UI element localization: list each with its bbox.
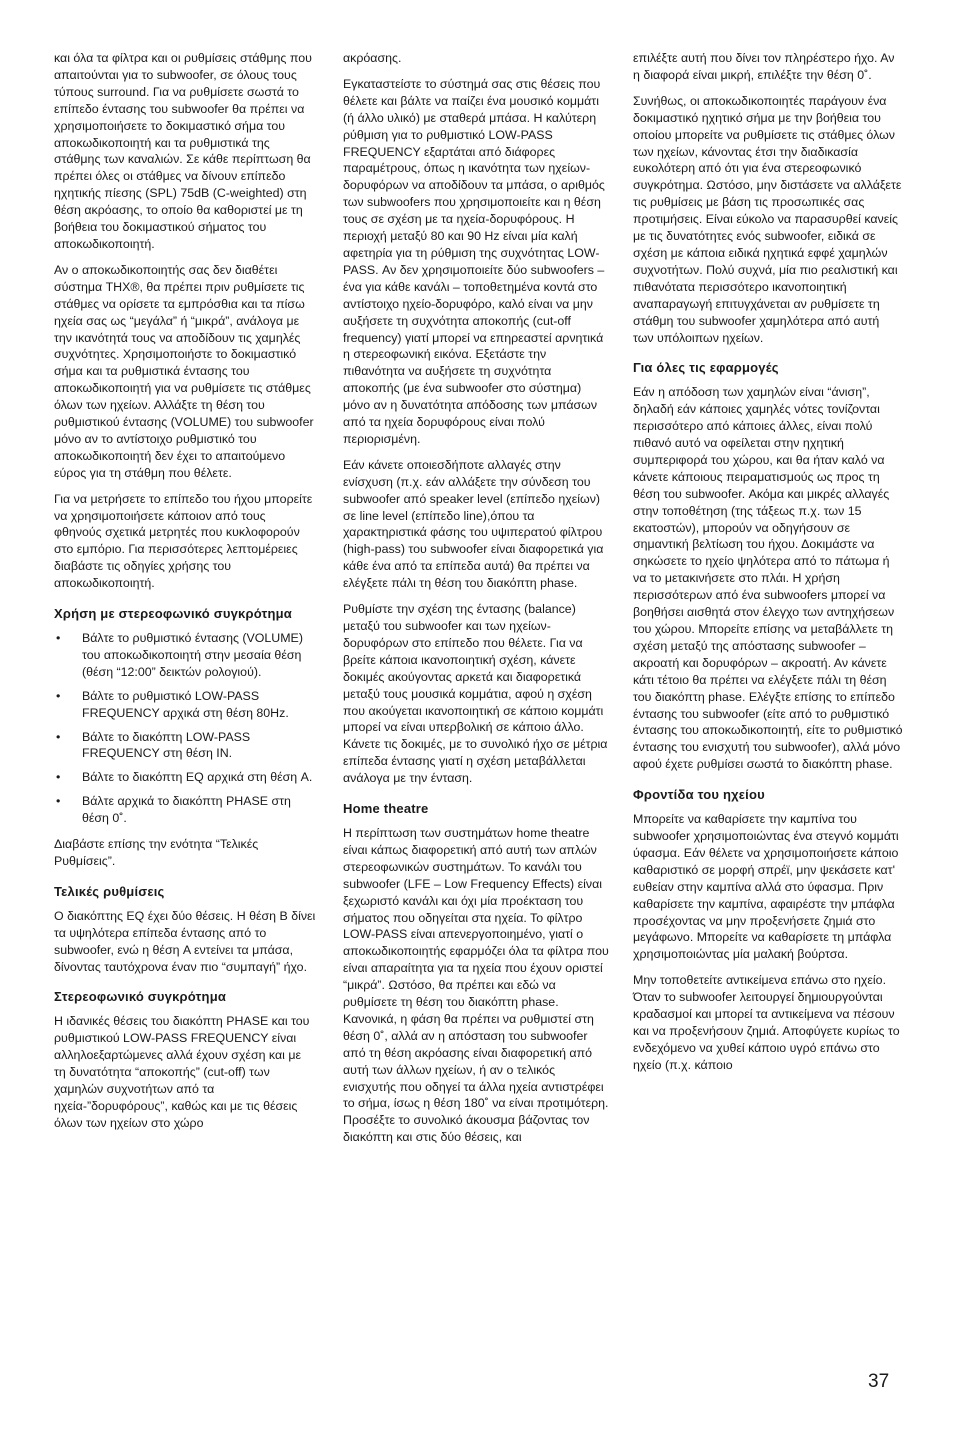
paragraph: Εάν κάνετε οποιεσδήποτε αλλαγές στην ενίσχυση (π.χ. εάν αλλάξετε την σύνδεση του subwoofer από speaker level (επίπεδο ηχείων) σε line level (επίπεδο line),όπου τα χαρακτηριστικά φάσης του υψιπερατού φίλτρου (high-pass) του subwoofer είναι διαφορετικά για κάθε ένα από τα επίπεδα αυτά) θα πρέπει να ελέγξετε πάλι τη θέση του διακόπτη phase. (343, 457, 604, 591)
paragraph: Μην τοποθετείτε αντικείμενα επάνω στο ηχείο. Όταν το subwoofer λειτουργεί δημιουργούνται κραδασμοί και μπορεί τα αντικείμενα να πέσουν και να προξενήσουν ζημιά. Αποφύγετε κυρίως το ενδεχόμενο να χυθεί κάποιο υγρό επάνω στο ηχείο (π.χ. κάποιο (633, 973, 900, 1072)
section-heading: Στερεοφωνικό συγκρότημα (54, 989, 227, 1005)
paragraph: Εγκαταστείστε το σύστημά σας στις θέσεις που θέλετε και βάλτε να παίζει ένα μουσικό κομμάτι (ή άλλο υλικό) με σταθερά μπάσα. Η καλύτερη ρύθμιση για το ρυθμιστικό LOW-PASS FREQUENCY εξαρτάται από διάφορες παραμέτρους, όπως η ικανότητα των ηχείων-δορυφόρων να αποδίδουν τα μπάσα, ο αριθμός των subwoofers που χρησιμοποιείτε και η θέση τους σε σχέση με τα ηχεία-δορυφόρους. Η περιοχή μεταξύ 80 και 90 Hz είναι μία καλή αφετηρία για τη ρύθμιση της συχνότητας LOW-PASS. Αν δεν χρησιμοποιείτε δύο subwoofers – ένα για κάθε κανάλι – τοποθετημένα κοντά στο αντίστοιχο ηχείο-δορυφόρο, καλό είναι να μην αυξήσετε τη συχνότητα αποκοπής (cut-off frequency) γιατί μπορεί να επηρεαστεί αρνητικά η στερεοφωνική εικόνα. Εξετάστε την πιθανότητα να αυξήσετε τη συχνότητα αποκοπής (με ένα subwoofer στο σύστημα) μόνο αν η δυνατότητα απόδοσης των μπάσων από τα ηχεία δορυφόρους είναι πολύ περιορισμένη. (343, 76, 605, 446)
text-column-2 (343, 50, 609, 1155)
paragraph: Η περίπτωση των συστημάτων home theatre είναι κάπως διαφορετική από αυτή των απλών στερεοφωνικών συστημάτων. Το κανάλι του subwoofer (LFE – Low Frequency Effects) είναι ξεχωριστό κανάλι και όχι μία προέκταση του σήματος που οδηγείται στα ηχεία. Το φίλτρο LOW-PASS είναι απενεργοποιημένο, γιατί ο αποκωδικοποιητής εφαρμόζει όλα τα φίλτρα που είναι απαραίτητα για τα ηχεία που έχουν οριστεί “μικρά”. Ωστόσο, θα πρέπει και εδώ να ρυθμίσετε τη θέση του διακόπτη phase. Κανονικά, η φάση θα πρέπει να ρυθμιστεί στη θέση 0˚, αλλά αν η απόσταση του subwoofer από τη θέση ακρόασης είναι διαφορετική από αυτή των άλλων ηχείων, ή αν ο τελικός ενισχυτής που οδηγεί τα άλλα ηχεία αντιστρέφει το σήμα, ίσως η θέση 180˚ να είναι προτιμότερη. Προσέξτε το συνολικό άκουσμα βάζοντας τον διακόπτη και στις δύο θέσεις, και (343, 825, 609, 1145)
paragraph: Συνήθως, οι αποκωδικοποιητές παράγουν ένα δοκιμαστικό ηχητικό σήμα με την βοήθεια του οποίου μπορείτε να ρυθμίσετε τις στάθμες όλων των ηχείων, κάνοντας έτσι την διαδικασία ευκολότερη από ότι για ένα στερεοφωνικό συγκρότημα. Ωστόσο, μην διστάσετε να αλλάξετε τις ρυθμίσεις με βάση τις προσωπικές σας προτιμήσεις. Είναι εύκολο να παρασυρθεί κανείς με τις δυνατότητες ενός subwoofer, ειδικά σε σχέση με κάποια ειδικά ηχητικά εφφέ χαμηλών συχνοτήτων. Πολύ συχνά, μία πιο ρεαλιστική και πιθανότατα περισσότερο ικανοποιητική αναπαραγωγή επιτυγχάνεται αν ρυθμίσετε τη στάθμη του subwoofer χαμηλότερα από αυτή των υπόλοιπων ηχείων. (633, 93, 902, 345)
paragraph: Ο διακόπτης EQ έχει δύο θέσεις. Η θέση B δίνει τα υψηλότερα επίπεδα έντασης από το subwoofer, ενώ η θέση A εντείνει τα μπάσα, δίνοντας ταυτόχρονα έναν πιο “συμπαγή” ήχο. (54, 908, 316, 974)
paragraph: Μπορείτε να καθαρίσετε την καμπίνα του subwoofer χρησιμοποιώντας ένα στεγνό κομμάτι ύφασμα. Εάν θέλετε να χρησιμοποιήσετε κάποιο καθαριστικό σε μορφή σπρέϊ, μην ψεκάσετε κατ' ευθείαν στην καμπίνα αλλά στο ύφασμα. Πριν καθαρίσετε την καμπίνα, αφαιρέστε την μπάφλα προσέχοντας να μην προξενήσετε ζημιά στο μεγάφωνο. Μπορείτε να καθαρίσετε τη μπάφλα χρησιμοποιώντας μία μαλακή βούρτσα. (633, 812, 899, 962)
paragraph: Η ιδανικές θέσεις του διακόπτη PHASE και του ρυθμιστικού LOW-PASS FREQUENCY είναι αλληλοεξαρτώμενες αλλά έχουν σχέση και με τη δυνατότητα “αποκοπής” (cut-off) των χαμηλών συχνοτήτων από τα ηχεία-”δορυφόρους”, καθώς και με τις θέσεις όλων των ηχείων στο χώρο (54, 1014, 310, 1130)
bullet-list (54, 630, 316, 827)
bullet-item: • Βάλτε το ρυθμιστικό έντασης (VOLUME) του αποκωδικοποιητή στην μεσαία θέση (θέση “12:00” δεικτών ρολογιού). (54, 630, 316, 681)
bullet-item: • Βάλτε αρχικά το διακόπτη PHASE στη θέση 0˚. (54, 793, 316, 827)
paragraph: ακρόασης. (343, 51, 402, 65)
paragraph: και όλα τα φίλτρα και οι ρυθμίσεις στάθμης που απαιτούνται για το subwoofer, σε όλους τους τύπους surround. Για να ρυθμίσετε σωστά το επίπεδο έντασης του subwoofer θα πρέπει να χρησιμοποιήσετε το δοκιμαστικό σήμα του αποκωδικοποιητή και τα ρυθμιστικά της στάθμης των καναλιών. Σε κάθε περίπτωση θα πρέπει όλες οι στάθμες να δίνουν επίπεδο ηχητικής πίεσης (SPL) 75dB (C-weighted) στη θέση ακρόασης, το οποίο θα καθοριστεί με τη βοήθεια του δοκιμαστικού σήματος του αποκωδικοποιητή. (54, 51, 312, 251)
paragraph: επιλέξτε αυτή που δίνει τον πληρέστερο ήχο. Αν η διαφορά είναι μικρή, επιλέξτε την θέση 0˚. (633, 51, 895, 82)
section-heading: Φροντίδα του ηχείου (633, 787, 765, 803)
text-column-1 (54, 50, 316, 1141)
section-heading: Τελικές ρυθμίσεις (54, 883, 165, 899)
section-heading: Χρήση με στερεοφωνικό συγκρότημα (54, 606, 292, 622)
text-column-3 (633, 50, 903, 1083)
paragraph: Για να μετρήσετε το επίπεδο του ήχου μπορείτε να χρησιμοποιήσετε κάποιον από τους φθηνούς σχετικά μετρητές που κυκλοφορούν στο εμπόριο. Για περισσότερες λεπτομέρειες διαβάστε τις οδηγίες χρήσης του αποκωδικοποιητή. (54, 491, 313, 591)
section-heading: Για όλες τις εφαρμογές (633, 360, 779, 376)
paragraph: Ρυθμίστε την σχέση της έντασης (balance) μεταξύ του subwoofer και των ηχείων-δορυφόρων στο επίπεδο που θέλετε. Για να βρείτε κάποια ικανοποιητική σχέση, κάνετε δοκιμές ακούγοντας αρκετά και διαφορετικά μεταξύ τους μουσικά κομμάτια, αφού η σχέση που ακούγεται ικανοποιητική σε κάποιο κομμάτι μπορεί να είναι υπερβολική σε κάποιο άλλο. Κάνετε τις δοκιμές, με το συνολικό ήχο σε μέτρια επίπεδα έντασης γιατί η σχέση μεταβάλλεται ανάλογα με την ένταση. (343, 602, 608, 786)
bullet-item: • Βάλτε το ρυθμιστικό LOW-PASS FREQUENCY αρχικά στη θέση 80Hz. (54, 688, 316, 722)
section-heading: Home theatre (343, 801, 429, 817)
page-number: 37 (868, 1371, 890, 1392)
bullet-item: • Βάλτε το διακόπτη LOW-PASS FREQUENCY στη θέση IN. (54, 729, 316, 763)
bullet-item: • Βάλτε το διακόπτη EQ αρχικά στη θέση A. (54, 769, 316, 786)
paragraph: Αν ο αποκωδικοποιητής σας δεν διαθέτει σύστημα THX®, θα πρέπει πριν ρυθμίσετε τις στάθμες να ορίσετε τα εμπρόσθια και τα πίσω ηχεία σας ως “μεγάλα” ή “μικρά”, ανάλογα με την ικανότητά τους να αποδίδουν τις χαμηλές συχνότητες. Χρησιμοποιήστε το δοκιμαστικό σήμα και τα ρυθμιστικά έντασης του αποκωδικοποιητή για να ρυθμίσετε τις στάθμες όλων των ηχείων. Αλλάξτε τη θέση του ρυθμιστικού έντασης (VOLUME) του subwoofer μόνο αν το αντίστοιχο ρυθμιστικό του αποκωδικοποιητή δεν έχει το απαιτούμενο εύρος για τη στάθμη που θέλετε. (54, 262, 314, 480)
paragraph: Διαβάστε επίσης την ενότητα “Τελικές Ρυθμίσεις”. (54, 837, 259, 868)
paragraph: Εάν η απόδοση των χαμηλών είναι “άνιση”, δηλαδή εάν κάποιες χαμηλές νότες τονίζονται περισσότερο από κάποιες άλλες, είναι πολύ πιθανό αυτό να οφείλεται στην ηχητική συμπεριφορά του χώρου, και θα ήταν καλό να κάνετε κάποιους πειραματισμούς ως προς τη θέση του subwoofer. Ακόμα και μικρές αλλαγές στην τοποθέτηση (της τάξεως π.χ. των 15 εκατοστών), μπορούν να οδηγήσουν σε σημαντική βελτίωση του ήχου. Δοκιμάστε να σηκώσετε το ηχείο ψηλότερα από το πάτωμα ή να το μετακινήσετε στο πλάι. Η χρήση περισσότερων από ένα subwoofers μπορεί να βοηθήσει αισθητά στον έλεγχο των αντηχήσεων του χώρου. Μπορείτε επίσης να μεταβάλλετε τη σχέση μεταξύ της απόστασης subwoofer – ακροατή και δορυφόρων – ακροατή. Αν κάνετε κάτι τέτοιο θα πρέπει να ελέγξετε πάλι τη θέση του διακόπτη phase. Ελέγξτε επίσης το επίπεδο έντασης του subwoofer (είτε από το ρυθμιστικό έντασης του αποκωδικοποιητή, είτε το ρυθμιστικό έντασης του ενισχυτή του subwoofer), αλλά μόνο αφού έχετε ρυθμίσει σωστά το διακόπτη phase. (633, 385, 903, 772)
